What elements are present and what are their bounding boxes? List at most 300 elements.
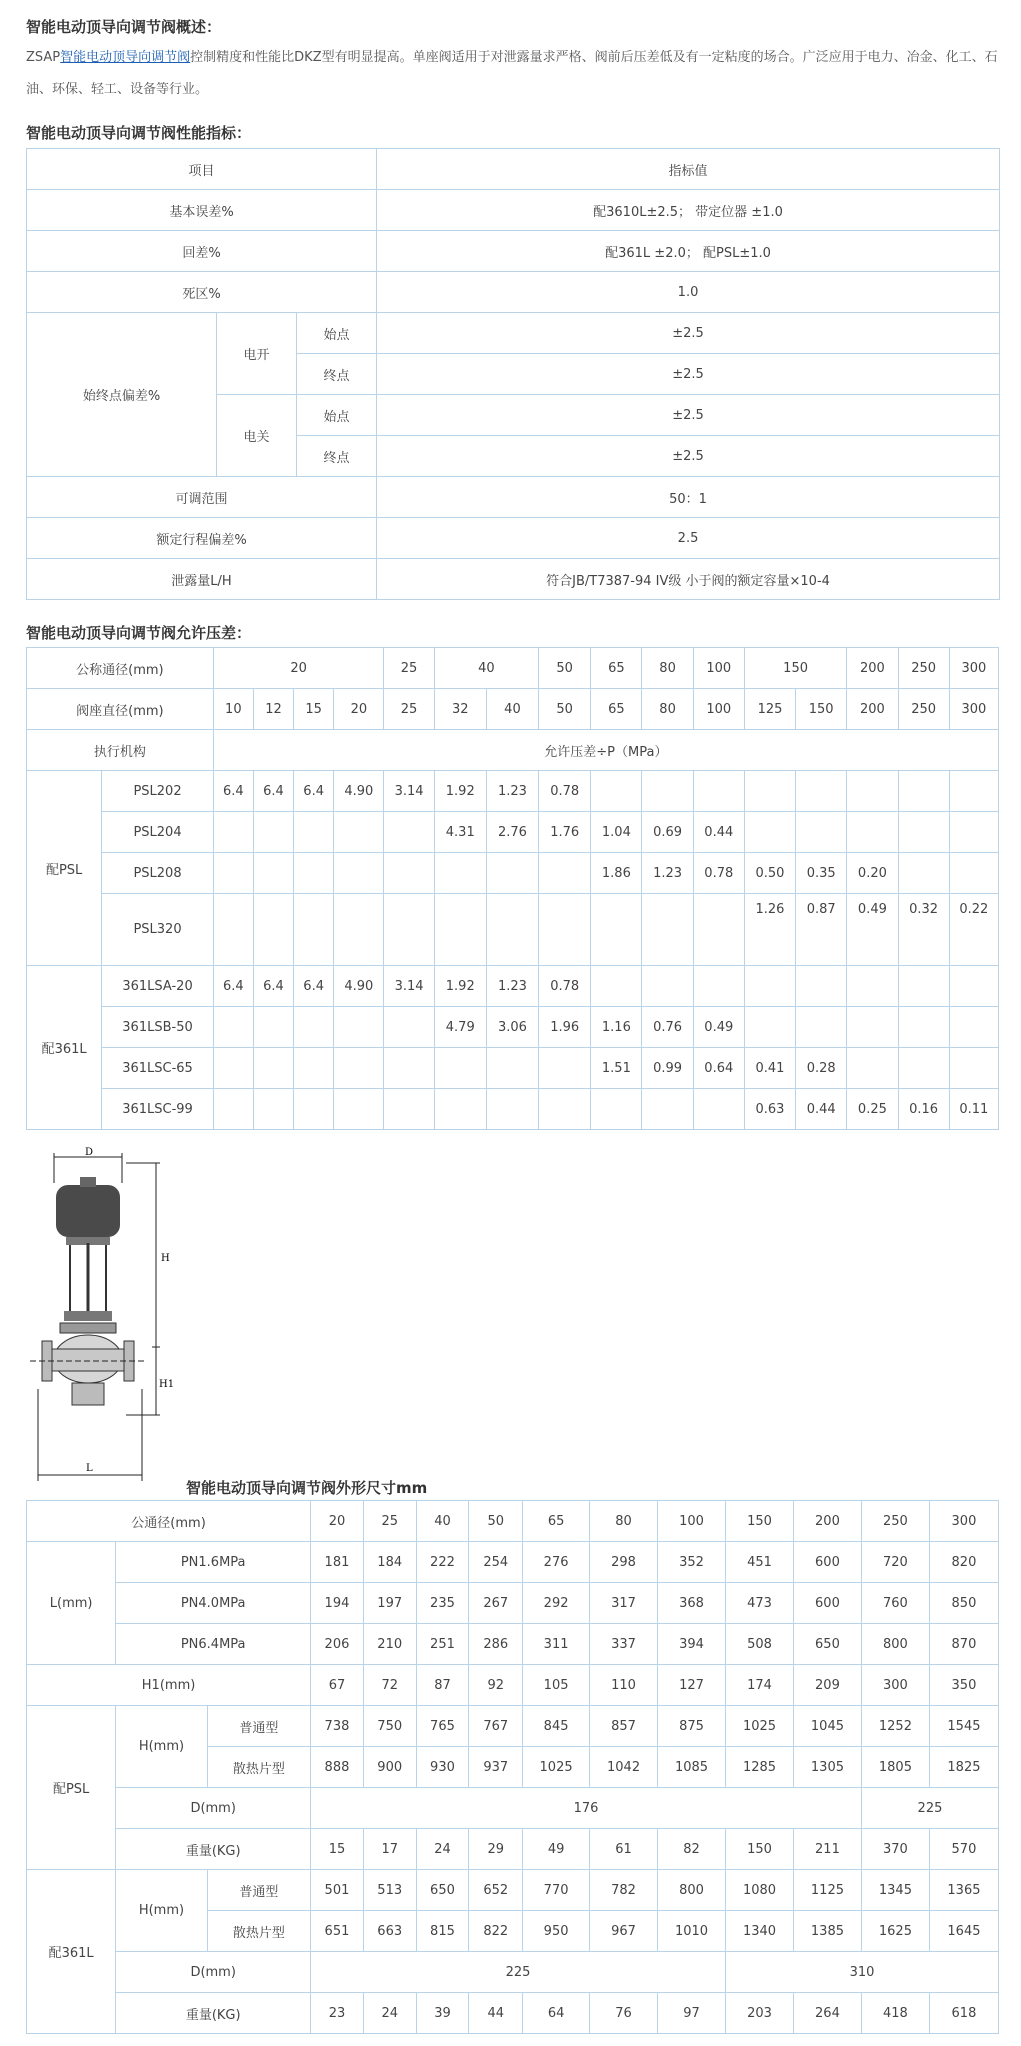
row-value: 符合JB/T7387-94 IV级 小于阀的额定容量×10-4 [377, 559, 1000, 600]
table-row [27, 1007, 999, 1048]
dimension-value-cell: 286 [469, 1624, 523, 1665]
dimension-value-cell: 29 [469, 1829, 523, 1870]
performance-title: 智能电动顶导向调节阀性能指标： [26, 124, 252, 142]
seat-diameter-cell: 10 [213, 689, 253, 730]
pressure-value-cell: 0.87 [796, 894, 847, 966]
label-h: H [161, 1253, 170, 1264]
pressure-value-cell [294, 894, 334, 966]
dimension-value-cell: 760 [861, 1583, 929, 1624]
seat-diameter-cell: 100 [693, 689, 744, 730]
dimension-value-cell: 105 [523, 1665, 590, 1706]
label-l: L [86, 1463, 93, 1474]
seat-diameter-cell: 65 [591, 689, 642, 730]
seat-diameter-cell: 20 [334, 689, 384, 730]
pressure-value-cell [591, 1089, 642, 1130]
table-row [27, 1952, 999, 1993]
pressure-value-cell: 4.90 [334, 966, 384, 1007]
table-row [27, 190, 1000, 231]
table-row [27, 730, 999, 771]
pressure-value-cell [642, 966, 693, 1007]
seat-diameter-cell: 32 [434, 689, 486, 730]
header-cell: 200 [793, 1501, 861, 1542]
dimension-value-cell: 850 [929, 1583, 998, 1624]
header-cell: 25 [363, 1501, 416, 1542]
row-sublabel: 始点 [297, 313, 377, 354]
pressure-value-cell [847, 812, 898, 853]
dimension-value-cell: 870 [929, 1624, 998, 1665]
pressure-value-cell: 1.76 [539, 812, 591, 853]
dimension-value-cell: 770 [523, 1870, 590, 1911]
pressure-value-cell [384, 1048, 434, 1089]
row-value: 1.0 [377, 272, 1000, 313]
pressure-value-cell: 3.14 [384, 966, 434, 1007]
pressure-value-cell: 0.20 [847, 853, 898, 894]
dimension-value-cell: 76 [590, 1993, 658, 2034]
dimension-value-cell: 875 [658, 1706, 726, 1747]
dimensions-table [26, 1500, 999, 2034]
dimension-value-cell: 72 [363, 1665, 416, 1706]
dimension-value-cell: 782 [590, 1870, 658, 1911]
row-value: 配3610L±2.5； 带定位器 ±1.0 [377, 190, 1000, 231]
dimension-value-cell: 738 [311, 1706, 364, 1747]
header-cell: 80 [590, 1501, 658, 1542]
dimension-value-cell: 720 [861, 1542, 929, 1583]
dimension-value-cell: 1345 [861, 1870, 929, 1911]
table-row [27, 1501, 999, 1542]
dimension-value-cell: 176 [311, 1788, 862, 1829]
pressure-value-cell: 0.99 [642, 1048, 693, 1089]
dimension-value-cell: 311 [523, 1624, 590, 1665]
pressure-value-cell: 0.78 [539, 966, 591, 1007]
pressure-value-cell [898, 771, 949, 812]
overview-text: 控制精度和性能比DKZ型有明显提高。单座阀适用于对泄露量求严格、阀前后压差低及有一定粘度的场合。广泛应用于电力、冶金、化工、石油、环保、轻工、设备等行业。 [26, 50, 998, 97]
model-label: 361LSB-50 [102, 1007, 213, 1048]
table-row [27, 689, 999, 730]
dimension-value-cell: 1385 [793, 1911, 861, 1952]
dimension-value-cell: 370 [861, 1829, 929, 1870]
pressure-value-cell [253, 1048, 293, 1089]
row-sublabel: 散热片型 [207, 1747, 311, 1788]
dimension-value-cell: 967 [590, 1911, 658, 1952]
row-label: 死区% [27, 272, 377, 313]
dimension-value-cell: 197 [363, 1583, 416, 1624]
pressure-value-cell: 0.49 [693, 1007, 744, 1048]
header-cell: 200 [847, 648, 898, 689]
header-cell: 20 [213, 648, 384, 689]
pressure-value-cell [384, 894, 434, 966]
dimension-value-cell: 209 [793, 1665, 861, 1706]
pressure-value-cell: 4.79 [434, 1007, 486, 1048]
pressure-value-cell: 0.78 [539, 771, 591, 812]
dimension-value-cell: 92 [469, 1665, 523, 1706]
label-d: D [85, 1147, 94, 1158]
pressure-value-cell [642, 771, 693, 812]
row-sublabel: 终点 [297, 436, 377, 477]
dimension-value-cell: 663 [363, 1911, 416, 1952]
dimension-value-cell: 618 [929, 1993, 998, 2034]
dimension-value-cell: 210 [363, 1624, 416, 1665]
pressure-value-cell [744, 1007, 795, 1048]
pressure-value-cell: 0.69 [642, 812, 693, 853]
header-cell: 150 [726, 1501, 794, 1542]
pressure-value-cell: 6.4 [213, 771, 253, 812]
pressure-value-cell: 0.25 [847, 1089, 898, 1130]
header-cell: 公称通径(mm) [27, 648, 214, 689]
dimension-value-cell: 276 [523, 1542, 590, 1583]
pressure-value-cell: 0.76 [642, 1007, 693, 1048]
pressure-value-cell [898, 966, 949, 1007]
pressure-value-cell [486, 1089, 538, 1130]
pressure-value-cell [693, 894, 744, 966]
row-sublabel: 电开 [217, 313, 297, 395]
dimensions-title: 智能电动顶导向调节阀外形尺寸mm [186, 1479, 428, 1497]
dimension-value-cell: 1645 [929, 1911, 998, 1952]
seat-diameter-cell: 300 [949, 689, 998, 730]
pressure-value-cell [434, 853, 486, 894]
pressure-value-cell: 0.22 [949, 894, 998, 966]
row-sublabel: D(mm) [116, 1952, 311, 1993]
row-value: ±2.5 [377, 313, 1000, 354]
pressure-value-cell [898, 1048, 949, 1089]
pressure-value-cell [898, 812, 949, 853]
header-cell: 40 [434, 648, 538, 689]
pressure-value-cell [253, 894, 293, 966]
overview-title: 智能电动顶导向调节阀概述： [26, 18, 222, 36]
pressure-value-cell [898, 1007, 949, 1048]
dimension-value-cell: 815 [416, 1911, 469, 1952]
pressure-value-cell [847, 1007, 898, 1048]
pressure-value-cell [539, 853, 591, 894]
dimension-value-cell: 394 [658, 1624, 726, 1665]
pressure-value-cell: 1.96 [539, 1007, 591, 1048]
dimension-value-cell: 1025 [523, 1747, 590, 1788]
pressure-value-cell [539, 1089, 591, 1130]
group-label: 配361L [27, 966, 102, 1130]
pressure-value-cell [744, 771, 795, 812]
pressure-value-cell: 0.11 [949, 1089, 998, 1130]
dimension-value-cell: 17 [363, 1829, 416, 1870]
table-row [27, 231, 1000, 272]
header-cell: 300 [949, 648, 998, 689]
dimension-value-cell: 61 [590, 1829, 658, 1870]
header-cell: 20 [311, 1501, 364, 1542]
model-label: 361LSC-99 [102, 1089, 213, 1130]
dimension-value-cell: 857 [590, 1706, 658, 1747]
dimension-value-cell: 1252 [861, 1706, 929, 1747]
pressure-value-cell: 1.26 [744, 894, 795, 966]
overview-paragraph [26, 42, 998, 106]
table-row [27, 149, 1000, 190]
pressure-value-cell [796, 1007, 847, 1048]
header-cell: 65 [591, 648, 642, 689]
header-cell: 100 [693, 648, 744, 689]
pressure-value-cell [744, 966, 795, 1007]
dimension-value-cell: 184 [363, 1542, 416, 1583]
header-cell: 指标值 [377, 149, 1000, 190]
seat-diameter-cell: 40 [486, 689, 538, 730]
row-sublabel: PN4.0MPa [116, 1583, 311, 1624]
pressure-value-cell: 4.90 [334, 771, 384, 812]
dimension-value-cell: 24 [416, 1829, 469, 1870]
pressure-value-cell [384, 853, 434, 894]
table-row [27, 1624, 999, 1665]
overview-prefix: ZSAP [26, 50, 61, 65]
dimension-value-cell: 254 [469, 1542, 523, 1583]
dimension-value-cell: 930 [416, 1747, 469, 1788]
dimension-value-cell: 292 [523, 1583, 590, 1624]
pressure-value-cell [213, 1089, 253, 1130]
pressure-value-cell [294, 853, 334, 894]
header-cell: 250 [861, 1501, 929, 1542]
pressure-value-cell [693, 1089, 744, 1130]
pressure-value-cell [591, 771, 642, 812]
dimension-value-cell: 765 [416, 1706, 469, 1747]
dimension-value-cell: 451 [726, 1542, 794, 1583]
row-value: 配361L ±2.0； 配PSL±1.0 [377, 231, 1000, 272]
dimension-value-cell: 64 [523, 1993, 590, 2034]
header-cell: 65 [523, 1501, 590, 1542]
label-h1: H1 [159, 1379, 175, 1390]
row-value: 2.5 [377, 518, 1000, 559]
row-sublabel: 终点 [297, 354, 377, 395]
row-sublabel: 重量(KG) [116, 1993, 311, 2034]
dimension-value-cell: 1042 [590, 1747, 658, 1788]
pressure-value-cell: 1.23 [486, 966, 538, 1007]
row-sublabel: PN1.6MPa [116, 1542, 311, 1583]
pressure-value-cell [253, 1007, 293, 1048]
dimension-value-cell: 87 [416, 1665, 469, 1706]
pressure-value-cell [384, 1089, 434, 1130]
group-label: 配PSL [27, 771, 102, 966]
dimension-value-cell: 822 [469, 1911, 523, 1952]
dimension-value-cell: 15 [311, 1829, 364, 1870]
pressure-value-cell: 2.76 [486, 812, 538, 853]
pressure-value-cell: 3.06 [486, 1007, 538, 1048]
row-sublabel: PN6.4MPa [116, 1624, 311, 1665]
model-label: 361LSC-65 [102, 1048, 213, 1089]
valve-dimension-drawing [30, 1143, 190, 1493]
row-label: 可调范围 [27, 477, 377, 518]
dimension-value-cell: 174 [726, 1665, 794, 1706]
pressure-value-cell [213, 1048, 253, 1089]
dimension-value-cell: 473 [726, 1583, 794, 1624]
dimension-value-cell: 900 [363, 1747, 416, 1788]
header-cell: 150 [744, 648, 846, 689]
pressure-value-cell [434, 894, 486, 966]
dimension-value-cell: 49 [523, 1829, 590, 1870]
dimension-value-cell: 206 [311, 1624, 364, 1665]
seat-diameter-cell: 250 [898, 689, 949, 730]
pressure-value-cell: 0.44 [796, 1089, 847, 1130]
table-row [27, 477, 1000, 518]
dimension-value-cell: 23 [311, 1993, 364, 2034]
model-label: PSL208 [102, 853, 213, 894]
pressure-value-cell [213, 853, 253, 894]
row-sublabel: 散热片型 [207, 1911, 311, 1952]
table-row [27, 894, 999, 966]
header-cell: 50 [539, 648, 591, 689]
seat-diameter-cell: 150 [796, 689, 847, 730]
dimension-value-cell: 820 [929, 1542, 998, 1583]
pressure-value-cell [949, 771, 998, 812]
group-label: 配PSL [27, 1706, 116, 1870]
header-cell: 执行机构 [27, 730, 214, 771]
pressure-value-cell [334, 1048, 384, 1089]
row-label: 泄露量L/H [27, 559, 377, 600]
pressure-value-cell [539, 894, 591, 966]
row-label: 额定行程偏差% [27, 518, 377, 559]
dimension-value-cell: 800 [861, 1624, 929, 1665]
pressure-value-cell [294, 1007, 334, 1048]
seat-diameter-cell: 50 [539, 689, 591, 730]
dimension-value-cell: 67 [311, 1665, 364, 1706]
row-label: L(mm) [27, 1542, 116, 1665]
pressure-value-cell: 6.4 [253, 966, 293, 1007]
header-cell: 允许压差÷P（MPa） [213, 730, 998, 771]
pressure-value-cell [847, 1048, 898, 1089]
pressure-value-cell: 1.23 [642, 853, 693, 894]
pressure-value-cell [591, 894, 642, 966]
model-label: PSL320 [102, 894, 213, 966]
pressure-value-cell [744, 812, 795, 853]
dimension-value-cell: 39 [416, 1993, 469, 2034]
row-sublabel: H(mm) [116, 1706, 207, 1788]
header-cell: 100 [658, 1501, 726, 1542]
pressure-value-cell [796, 966, 847, 1007]
dimension-value-cell: 750 [363, 1706, 416, 1747]
pressure-value-cell: 0.41 [744, 1048, 795, 1089]
pressure-value-cell: 0.64 [693, 1048, 744, 1089]
row-sublabel: H(mm) [116, 1870, 207, 1952]
dimension-value-cell: 767 [469, 1706, 523, 1747]
pressure-value-cell: 0.50 [744, 853, 795, 894]
table-row [27, 272, 1000, 313]
dimension-value-cell: 888 [311, 1747, 364, 1788]
pressure-value-cell [486, 894, 538, 966]
model-label: PSL204 [102, 812, 213, 853]
dimension-value-cell: 1285 [726, 1747, 794, 1788]
pressure-value-cell: 0.78 [693, 853, 744, 894]
dimension-value-cell: 350 [929, 1665, 998, 1706]
dimension-value-cell: 337 [590, 1624, 658, 1665]
pressure-value-cell [334, 853, 384, 894]
header-cell: 40 [416, 1501, 469, 1542]
table-row [27, 1993, 999, 2034]
header-cell: 300 [929, 1501, 998, 1542]
dimension-value-cell: 317 [590, 1583, 658, 1624]
pressure-value-cell [294, 1048, 334, 1089]
dimension-value-cell: 513 [363, 1870, 416, 1911]
header-cell: 80 [642, 648, 693, 689]
table-row [27, 313, 1000, 354]
model-label: PSL202 [102, 771, 213, 812]
dimension-value-cell: 600 [793, 1542, 861, 1583]
dimension-value-cell: 1125 [793, 1870, 861, 1911]
pressure-value-cell [949, 853, 998, 894]
table-row [27, 518, 1000, 559]
table-row [27, 1048, 999, 1089]
dimension-value-cell: 652 [469, 1870, 523, 1911]
pressure-value-cell [693, 966, 744, 1007]
pressure-value-cell: 1.23 [486, 771, 538, 812]
row-sublabel: 始点 [297, 395, 377, 436]
performance-table [26, 148, 1000, 600]
pressure-value-cell [213, 894, 253, 966]
pressure-value-cell [334, 812, 384, 853]
pressure-value-cell [642, 894, 693, 966]
dimension-value-cell: 508 [726, 1624, 794, 1665]
dimension-value-cell: 650 [416, 1870, 469, 1911]
seat-diameter-cell: 25 [384, 689, 434, 730]
dimension-value-cell: 600 [793, 1583, 861, 1624]
seat-diameter-cell: 80 [642, 689, 693, 730]
pressure-value-cell [434, 1089, 486, 1130]
seat-diameter-cell: 200 [847, 689, 898, 730]
pressure-value-cell [486, 853, 538, 894]
pressure-value-cell [949, 812, 998, 853]
header-cell: 项目 [27, 149, 377, 190]
pressure-value-cell: 1.04 [591, 812, 642, 853]
pressure-value-cell [847, 771, 898, 812]
pressure-value-cell [334, 894, 384, 966]
pressure-value-cell [384, 812, 434, 853]
pressure-value-cell [796, 771, 847, 812]
pressure-value-cell [253, 853, 293, 894]
dimension-value-cell: 225 [311, 1952, 726, 1993]
dimension-value-cell: 1365 [929, 1870, 998, 1911]
pressure-title: 智能电动顶导向调节阀允许压差： [26, 624, 252, 642]
header-cell: 公通径(mm) [27, 1501, 311, 1542]
pressure-value-cell: 3.14 [384, 771, 434, 812]
dimension-value-cell: 203 [726, 1993, 794, 2034]
dimension-value-cell: 300 [861, 1665, 929, 1706]
dimension-value-cell: 1825 [929, 1747, 998, 1788]
pressure-value-cell: 1.16 [591, 1007, 642, 1048]
dimension-value-cell: 194 [311, 1583, 364, 1624]
dimension-value-cell: 1025 [726, 1706, 794, 1747]
dimension-value-cell: 937 [469, 1747, 523, 1788]
pressure-value-cell [847, 966, 898, 1007]
dimension-value-cell: 225 [861, 1788, 998, 1829]
dimension-value-cell: 235 [416, 1583, 469, 1624]
row-label: 基本误差% [27, 190, 377, 231]
header-cell: 阀座直径(mm) [27, 689, 214, 730]
pressure-value-cell [539, 1048, 591, 1089]
table-row [27, 559, 1000, 600]
pressure-value-cell: 6.4 [213, 966, 253, 1007]
pressure-value-cell [949, 966, 998, 1007]
pressure-value-cell: 0.32 [898, 894, 949, 966]
dimension-value-cell: 1340 [726, 1911, 794, 1952]
dimension-value-cell: 264 [793, 1993, 861, 2034]
dimension-value-cell: 501 [311, 1870, 364, 1911]
pressure-value-cell: 0.63 [744, 1089, 795, 1130]
pressure-value-cell [334, 1089, 384, 1130]
pressure-value-cell: 0.16 [898, 1089, 949, 1130]
row-sublabel: 重量(KG) [116, 1829, 311, 1870]
dimension-value-cell: 267 [469, 1583, 523, 1624]
dimension-value-cell: 650 [793, 1624, 861, 1665]
product-link[interactable]: 智能电动顶导向调节阀 [60, 50, 191, 65]
row-sublabel: 电关 [217, 395, 297, 477]
pressure-value-cell: 0.35 [796, 853, 847, 894]
dimension-value-cell: 127 [658, 1665, 726, 1706]
dimension-value-cell: 368 [658, 1583, 726, 1624]
dimension-value-cell: 1805 [861, 1747, 929, 1788]
pressure-value-cell: 0.49 [847, 894, 898, 966]
row-value: ±2.5 [377, 354, 1000, 395]
row-sublabel: 普通型 [207, 1706, 311, 1747]
